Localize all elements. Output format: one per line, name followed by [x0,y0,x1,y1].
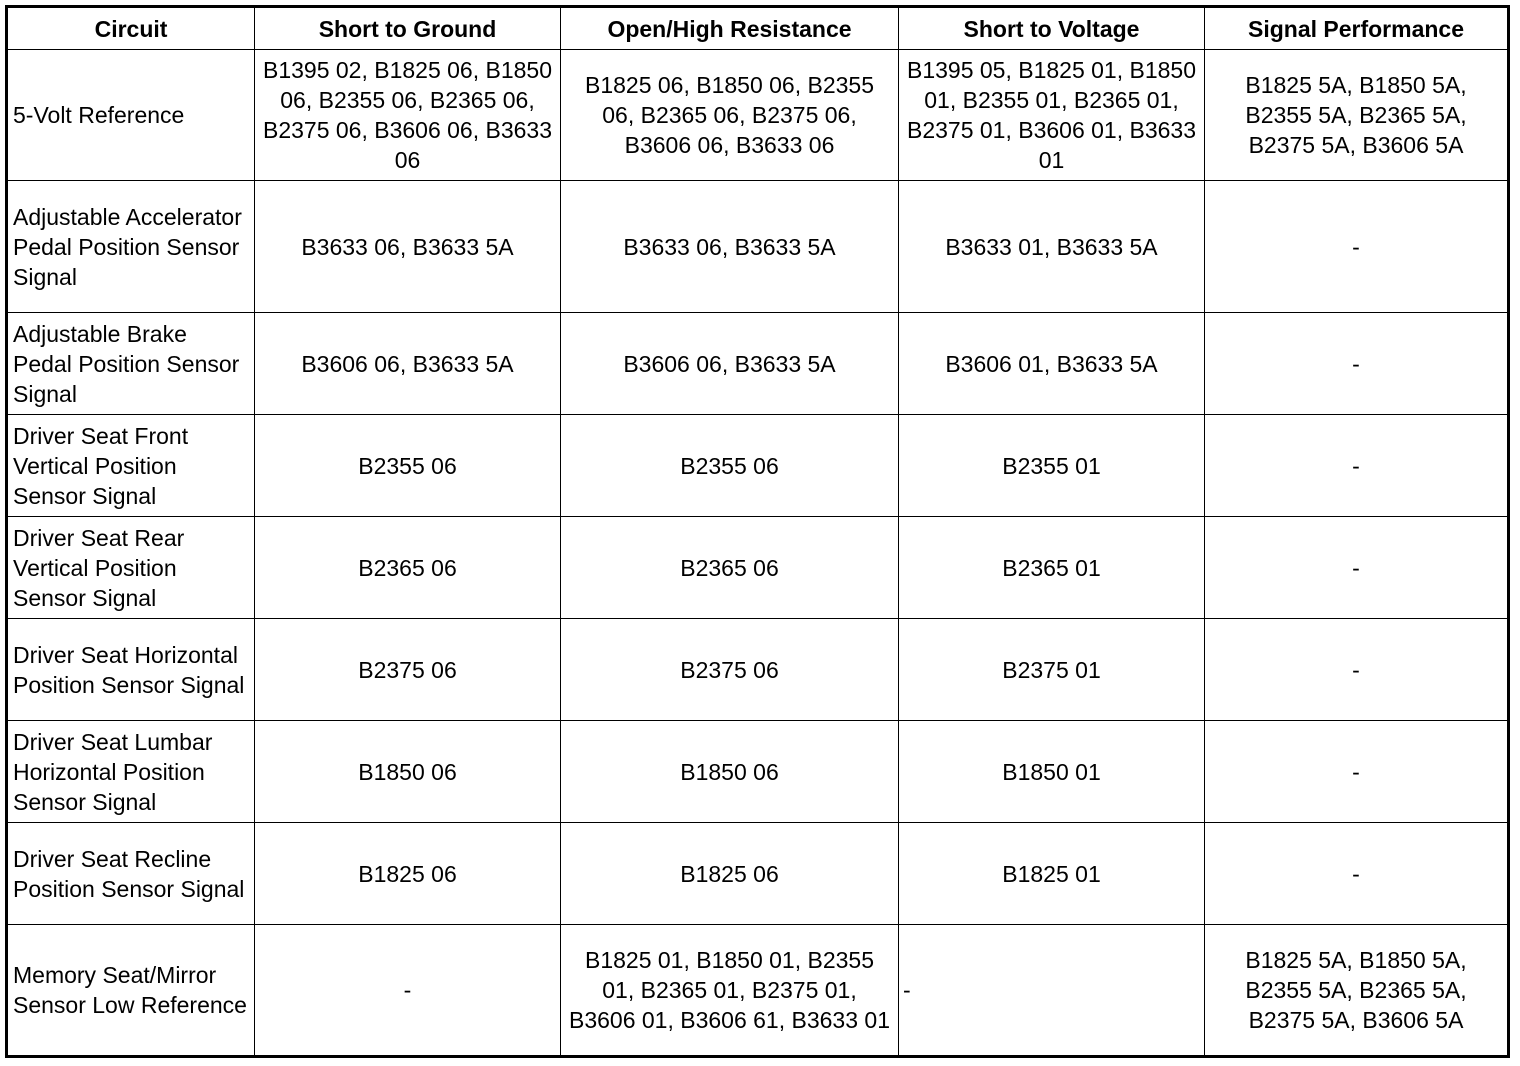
table-row [7,619,1509,721]
short-to-ground-cell: B2375 06 [255,619,561,721]
short-to-ground-cell: B3633 06, B3633 5A [255,181,561,313]
circuit-cell: Driver Seat Horizontal Position Sensor Signal [7,619,255,721]
short-to-voltage-cell: B3606 01, B3633 5A [899,313,1205,415]
short-to-ground-cell: B1395 02, B1825 06, B1850 06, B2355 06, B2365 06, B2375 06, B3606 06, B3633 06 [255,50,561,181]
open-high-resistance-cell: B1825 06 [561,823,899,925]
short-to-voltage-cell: - [899,925,1205,1057]
short-to-ground-cell: B2355 06 [255,415,561,517]
signal-performance-cell: - [1205,619,1509,721]
short-to-voltage-cell: B1395 05, B1825 01, B1850 01, B2355 01, B2365 01, B2375 01, B3606 01, B3633 01 [899,50,1205,181]
circuit-cell: Adjustable Accelerator Pedal Position Sensor Signal [7,181,255,313]
open-high-resistance-cell: B3633 06, B3633 5A [561,181,899,313]
header-short-to-voltage: Short to Voltage [899,7,1205,50]
short-to-ground-cell: B1825 06 [255,823,561,925]
header-short-to-ground: Short to Ground [255,7,561,50]
table-row [7,313,1509,415]
short-to-voltage-cell: B1825 01 [899,823,1205,925]
open-high-resistance-cell: B2375 06 [561,619,899,721]
open-high-resistance-cell: B1825 01, B1850 01, B2355 01, B2365 01, B2375 01, B3606 01, B3606 61, B3633 01 [561,925,899,1057]
signal-performance-cell: B1825 5A, B1850 5A, B2355 5A, B2365 5A, B2375 5A, B3606 5A [1205,50,1509,181]
table-row [7,721,1509,823]
short-to-voltage-cell: B1850 01 [899,721,1205,823]
signal-performance-cell: - [1205,721,1509,823]
table-row [7,181,1509,313]
circuit-cell: Driver Seat Rear Vertical Position Sensor Signal [7,517,255,619]
short-to-voltage-cell: B2355 01 [899,415,1205,517]
short-to-voltage-cell: B3633 01, B3633 5A [899,181,1205,313]
signal-performance-cell: - [1205,823,1509,925]
open-high-resistance-cell: B2365 06 [561,517,899,619]
circuit-cell: Memory Seat/Mirror Sensor Low Reference [7,925,255,1057]
header-row [7,7,1509,50]
circuit-cell: 5-Volt Reference [7,50,255,181]
circuit-cell: Driver Seat Front Vertical Position Sensor Signal [7,415,255,517]
signal-performance-cell: - [1205,313,1509,415]
short-to-ground-cell: B2365 06 [255,517,561,619]
signal-performance-cell: - [1205,181,1509,313]
table-row [7,823,1509,925]
circuit-cell: Driver Seat Lumbar Horizontal Position Sensor Signal [7,721,255,823]
signal-performance-cell: B1825 5A, B1850 5A, B2355 5A, B2365 5A, B2375 5A, B3606 5A [1205,925,1509,1057]
open-high-resistance-cell: B2355 06 [561,415,899,517]
table-row [7,925,1509,1057]
short-to-ground-cell: B3606 06, B3633 5A [255,313,561,415]
header-signal-performance: Signal Performance [1205,7,1509,50]
table-row [7,517,1509,619]
dtc-table-container [5,5,1507,1058]
signal-performance-cell: - [1205,517,1509,619]
open-high-resistance-cell: B1825 06, B1850 06, B2355 06, B2365 06, B2375 06, B3606 06, B3633 06 [561,50,899,181]
header-open-high-resistance: Open/High Resistance [561,7,899,50]
short-to-voltage-cell: B2365 01 [899,517,1205,619]
signal-performance-cell: - [1205,415,1509,517]
table-row [7,415,1509,517]
short-to-voltage-cell: B2375 01 [899,619,1205,721]
header-circuit: Circuit [7,7,255,50]
circuit-cell: Adjustable Brake Pedal Position Sensor Signal [7,313,255,415]
open-high-resistance-cell: B3606 06, B3633 5A [561,313,899,415]
short-to-ground-cell: - [255,925,561,1057]
circuit-dtc-table [5,5,1510,1058]
short-to-ground-cell: B1850 06 [255,721,561,823]
table-row [7,50,1509,181]
circuit-cell: Driver Seat Recline Position Sensor Signal [7,823,255,925]
open-high-resistance-cell: B1850 06 [561,721,899,823]
